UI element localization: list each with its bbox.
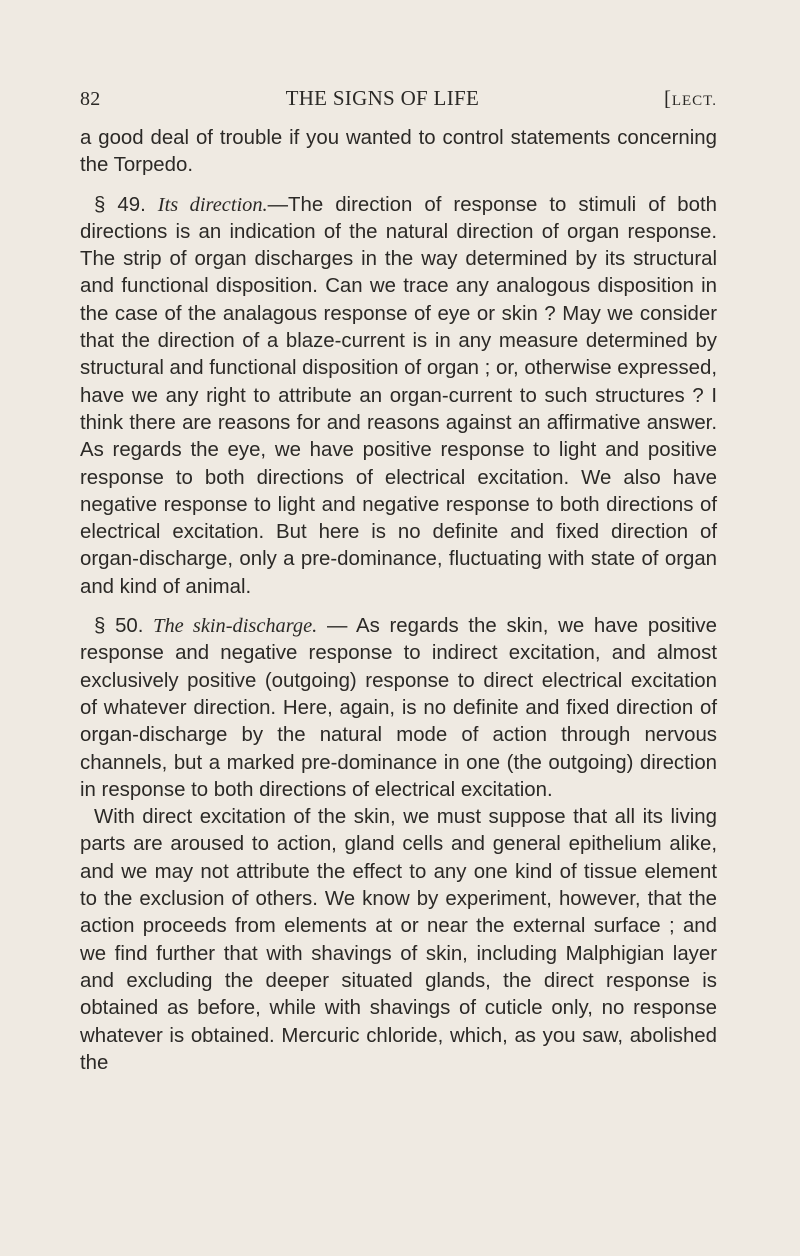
section-mark: § 49. <box>94 193 158 216</box>
running-head <box>80 86 717 111</box>
paragraph-section-50 <box>80 613 717 804</box>
paragraph-direct-excitation <box>80 804 717 1077</box>
lecture-label <box>664 86 717 111</box>
book-page <box>80 86 717 1077</box>
section-title: The skin-discharge. <box>153 615 318 638</box>
section-dash: — <box>317 615 356 638</box>
body-text <box>80 125 717 1077</box>
section-dash: — <box>267 193 289 216</box>
paragraph-text: The direction of response to stimuli of both directions is an indication of the natural direction of organ response. The strip of organ discharges in the way determined by its structural and functional disposition. Can we trace any analogous disposition in the case of the analagous response of eye or skin ? May we consider that the direction of a blaze-current is in any measure determined by structural and functional disposition of organ ; or, otherwise expressed, have we any right to attribute an organ-current to such structures ? I think there are reasons for and reasons against an affirmative answer. As regards the eye, we have positive response to light and positive response to both directions of electrical excitation. We also have negative response to light and negative response to both directions of electrical excitation. But here is no definite and fixed direction of organ-discharge, only a pre-dominance, fluctuating with state of organ and kind of animal. <box>80 193 717 598</box>
paragraph-text: As regards the skin, we have positive response and negative response to indirect excitation, and almost exclusively positive (outgoing) response to direct electrical excitation of whatever direction. Here, again, is no definite and fixed direction of organ-discharge by the natural mode of action through nervous channels, but a marked pre-dominance in one (the outgoing) direction in response to both directions of electrical excitation. <box>80 615 717 801</box>
running-title: THE SIGNS OF LIFE <box>285 86 480 110</box>
section-mark: § 50. <box>94 615 154 638</box>
section-title: Its direction. <box>157 193 268 216</box>
paragraph-text: a good deal of trouble if you wanted to control statements concerning the Torpedo. <box>80 127 717 177</box>
paragraph-section-49 <box>80 192 717 601</box>
page-number: 82 <box>80 88 101 110</box>
paragraph-text: With direct excitation of the skin, we must suppose that all its living parts are aroused to action, gland cells and general epithelium alike, and we may not attribute the effect to any one kind of tissue element to the exclusion of others. We know by experiment, however, that the action proceeds from elements at or near the external surface ; and we find further that with shavings of skin, including Malphigian layer and excluding the deeper situated glands, the direct response is obtained as before, while with shavings of cuticle only, no response whatever is obtained. Mercuric chloride, which, as you saw, abolished the <box>80 806 717 1074</box>
lecture-abbrev: LECT. <box>671 93 717 109</box>
paragraph-continuation <box>80 125 717 180</box>
lecture-bracket: [ <box>664 86 672 110</box>
